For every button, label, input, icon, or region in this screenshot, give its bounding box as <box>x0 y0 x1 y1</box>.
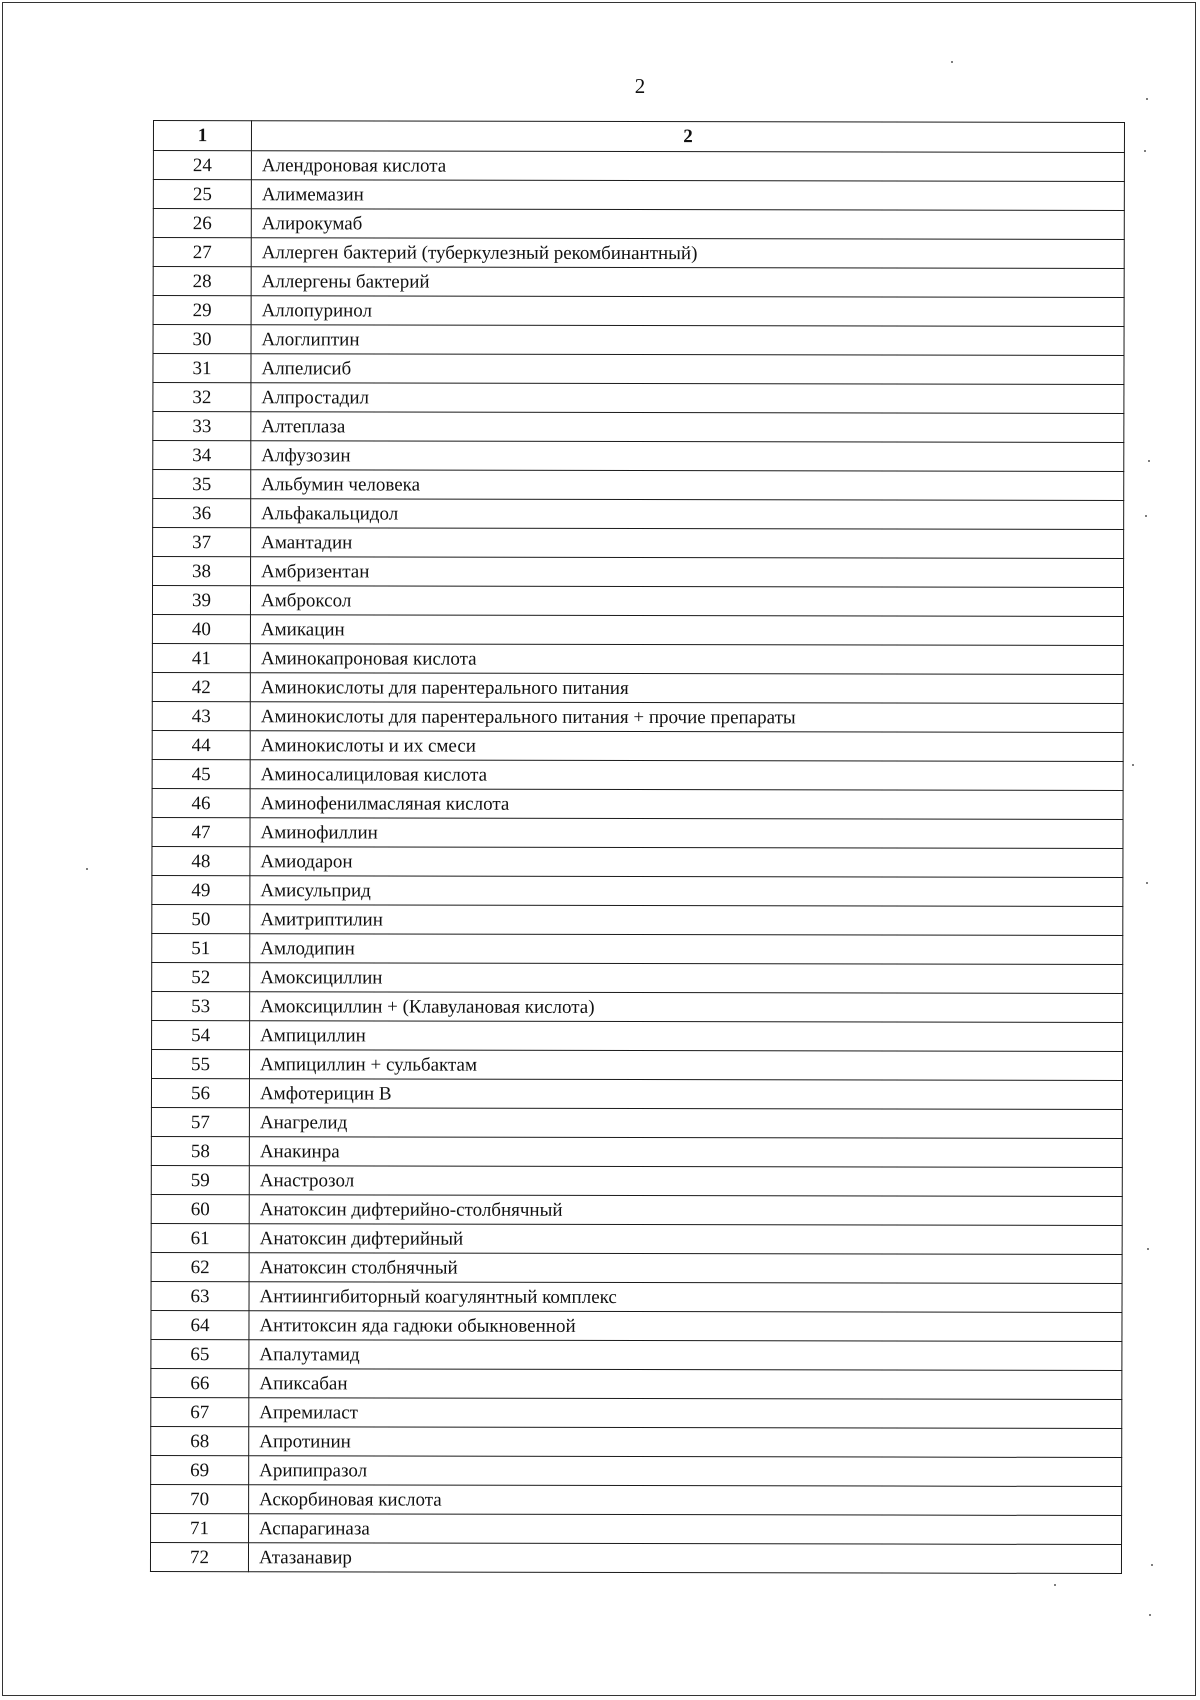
table-row <box>151 1484 1122 1515</box>
drug-name: Амбризентан <box>251 557 1124 588</box>
table-row <box>152 817 1123 848</box>
drug-name: Аспарагиназа <box>249 1514 1122 1545</box>
drug-name: Алфузозин <box>251 441 1124 472</box>
row-number: 65 <box>151 1339 249 1368</box>
scan-speck <box>86 868 88 870</box>
row-number: 51 <box>152 933 250 962</box>
drug-name: Алендроновая кислота <box>251 151 1124 182</box>
drug-name: Аминокапроновая кислота <box>250 644 1123 675</box>
row-number: 60 <box>151 1194 249 1223</box>
drug-name: Алоглиптин <box>251 325 1124 356</box>
table-row <box>151 1310 1122 1341</box>
row-number: 71 <box>151 1513 249 1542</box>
table-row <box>152 788 1123 819</box>
drug-name: Аллопуринол <box>251 296 1124 327</box>
drug-name: Анакинра <box>249 1137 1122 1168</box>
drug-name: Анастрозол <box>249 1166 1122 1197</box>
table-row <box>151 1136 1122 1167</box>
row-number: 48 <box>152 846 250 875</box>
drug-name: Алпелисиб <box>251 354 1124 385</box>
table-row <box>151 1281 1122 1312</box>
row-number: 68 <box>151 1426 249 1455</box>
row-number: 50 <box>152 904 250 933</box>
table-row <box>153 267 1124 298</box>
row-number: 41 <box>152 643 250 672</box>
row-number: 31 <box>153 354 251 383</box>
column-header-name: 2 <box>251 121 1124 153</box>
drug-name: Амоксициллин <box>250 963 1123 994</box>
scan-speck <box>1146 882 1148 884</box>
table-row <box>152 875 1123 906</box>
row-number: 64 <box>151 1310 249 1339</box>
table-row <box>151 1107 1122 1138</box>
row-number: 42 <box>152 672 250 701</box>
row-number: 62 <box>151 1252 249 1281</box>
drug-name: Альфакальцидол <box>251 499 1124 530</box>
row-number: 59 <box>151 1165 249 1194</box>
scan-speck <box>1148 460 1150 462</box>
table-row <box>152 962 1123 993</box>
row-number: 38 <box>153 557 251 586</box>
scan-speck <box>1146 98 1148 100</box>
row-number: 34 <box>153 441 251 470</box>
drug-name: Аминофиллин <box>250 818 1123 849</box>
row-number: 27 <box>153 238 251 267</box>
drug-name: Амоксициллин + (Клавулановая кислота) <box>250 992 1123 1023</box>
drug-name: Аминокислоты и их смеси <box>250 731 1123 762</box>
drug-name: Алтеплаза <box>251 412 1124 443</box>
drug-name: Арипипразол <box>249 1456 1122 1487</box>
table-row <box>152 614 1123 645</box>
table-row <box>153 151 1124 182</box>
row-number: 39 <box>152 586 250 615</box>
row-number: 49 <box>152 875 250 904</box>
table-row <box>152 586 1123 617</box>
drug-name: Апалутамид <box>249 1340 1122 1371</box>
scan-speck <box>1144 150 1146 152</box>
table-row <box>153 296 1124 327</box>
table-row <box>153 412 1124 443</box>
drug-name: Анатоксин столбнячный <box>249 1253 1122 1284</box>
row-number: 57 <box>151 1107 249 1136</box>
row-number: 54 <box>152 1020 250 1049</box>
row-number: 29 <box>153 296 251 325</box>
row-number: 52 <box>152 962 250 991</box>
drug-name: Амфотерицин В <box>249 1079 1122 1110</box>
drug-name: Аминокислоты для парентерального питания <box>250 673 1123 704</box>
table-row <box>152 846 1123 877</box>
table-header-row <box>153 121 1124 153</box>
row-number: 43 <box>152 701 250 730</box>
table-row <box>152 759 1123 790</box>
row-number: 26 <box>153 209 251 238</box>
table-row <box>153 499 1124 530</box>
drug-list-table <box>150 120 1125 1574</box>
row-number: 35 <box>153 470 251 499</box>
row-number: 63 <box>151 1281 249 1310</box>
table-row <box>153 209 1124 240</box>
drug-name: Амлодипин <box>250 934 1123 965</box>
drug-name: Алпростадил <box>251 383 1124 414</box>
row-number: 70 <box>151 1484 249 1513</box>
drug-name: Антитоксин яда гадюки обыкновенной <box>249 1311 1122 1342</box>
column-header-number: 1 <box>153 121 251 151</box>
table-row <box>152 730 1123 761</box>
row-number: 30 <box>153 325 251 354</box>
scan-speck <box>1151 1564 1153 1566</box>
table-body <box>150 151 1124 1574</box>
table-row <box>151 1165 1122 1196</box>
table-row <box>151 1426 1122 1457</box>
drug-name: Анагрелид <box>249 1108 1122 1139</box>
row-number: 45 <box>152 759 250 788</box>
drug-name: Аскорбиновая кислота <box>249 1485 1122 1516</box>
table-row <box>153 383 1124 414</box>
row-number: 53 <box>152 991 250 1020</box>
table-row <box>151 1049 1122 1080</box>
row-number: 44 <box>152 730 250 759</box>
row-number: 66 <box>151 1368 249 1397</box>
table-row <box>152 643 1123 674</box>
row-number: 67 <box>151 1397 249 1426</box>
table-row <box>151 1252 1122 1283</box>
table-row <box>152 904 1123 935</box>
row-number: 24 <box>153 151 251 180</box>
drug-name: Аминосалициловая кислота <box>250 760 1123 791</box>
drug-name: Аминокислоты для парентерального питания + прочие препараты <box>250 702 1123 733</box>
drug-name: Антиингибиторный коагулянтный комплекс <box>249 1282 1122 1313</box>
table-row <box>151 1455 1122 1486</box>
table-row <box>153 557 1124 588</box>
scan-speck <box>951 61 953 63</box>
table-row <box>153 354 1124 385</box>
table-row <box>153 238 1124 269</box>
page-number: 2 <box>634 74 646 98</box>
table-row <box>152 1020 1123 1051</box>
drug-name: Анатоксин дифтерийно-столбнячный <box>249 1195 1122 1226</box>
drug-name: Амитриптилин <box>250 905 1123 936</box>
row-number: 33 <box>153 412 251 441</box>
row-number: 69 <box>151 1455 249 1484</box>
drug-name: Алирокумаб <box>251 209 1124 240</box>
row-number: 55 <box>151 1049 249 1078</box>
row-number: 40 <box>152 614 250 643</box>
drug-name: Ампициллин + сульбактам <box>249 1050 1122 1081</box>
table-row <box>151 1513 1122 1544</box>
table-row <box>151 1368 1122 1399</box>
drug-name: Амантадин <box>251 528 1124 559</box>
scan-speck <box>1132 764 1134 766</box>
drug-name: Амброксол <box>250 586 1123 617</box>
table-row <box>151 1223 1122 1254</box>
row-number: 37 <box>153 528 251 557</box>
row-number: 58 <box>151 1136 249 1165</box>
row-number: 61 <box>151 1223 249 1252</box>
drug-name: Алимемазин <box>251 180 1124 211</box>
scan-speck <box>1147 1248 1149 1250</box>
row-number: 46 <box>152 788 250 817</box>
drug-name: Апиксабан <box>249 1369 1122 1400</box>
scan-speck <box>1054 1584 1056 1586</box>
row-number: 32 <box>153 383 251 412</box>
drug-name: Апремиласт <box>249 1398 1122 1429</box>
table-row <box>151 1397 1122 1428</box>
drug-name: Аллерген бактерий (туберкулезный рекомбинантный) <box>251 238 1124 269</box>
drug-name: Амисульприд <box>250 876 1123 907</box>
table-row <box>151 1194 1122 1225</box>
scan-speck <box>1149 1614 1151 1616</box>
row-number: 56 <box>151 1078 249 1107</box>
drug-name: Ампициллин <box>250 1021 1123 1052</box>
table-row <box>152 933 1123 964</box>
drug-name: Альбумин человека <box>251 470 1124 501</box>
table-row <box>153 180 1124 211</box>
scan-speck <box>1145 515 1147 517</box>
drug-name: Апротинин <box>249 1427 1122 1458</box>
row-number: 72 <box>150 1542 248 1571</box>
row-number: 25 <box>153 180 251 209</box>
drug-name: Атазанавир <box>248 1543 1121 1574</box>
drug-name: Аллергены бактерий <box>251 267 1124 298</box>
table-row <box>153 325 1124 356</box>
drug-name: Анатоксин дифтерийный <box>249 1224 1122 1255</box>
drug-name: Амикацин <box>250 615 1123 646</box>
table-row <box>153 470 1124 501</box>
row-number: 47 <box>152 817 250 846</box>
row-number: 36 <box>153 499 251 528</box>
table-row <box>150 1542 1121 1573</box>
table-row <box>152 991 1123 1022</box>
row-number: 28 <box>153 267 251 296</box>
table-row <box>151 1339 1122 1370</box>
table-row <box>152 672 1123 703</box>
drug-name: Аминофенилмасляная кислота <box>250 789 1123 820</box>
drug-name: Амиодарон <box>250 847 1123 878</box>
table-row <box>153 528 1124 559</box>
table-row <box>151 1078 1122 1109</box>
table-row <box>152 701 1123 732</box>
table-row <box>153 441 1124 472</box>
